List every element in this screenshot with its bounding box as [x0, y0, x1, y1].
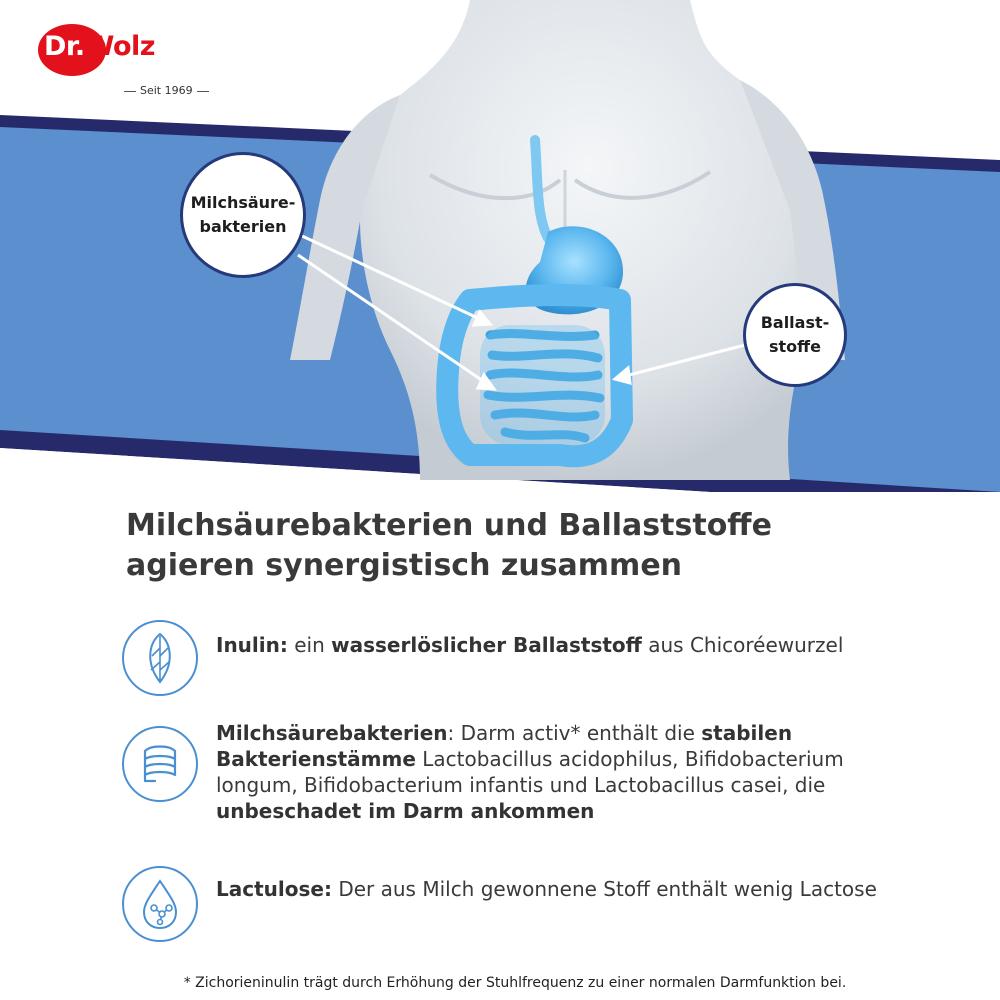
- feature-bacteria-text-1: : Darm activ* enthält die: [447, 721, 702, 745]
- feature-inulin-label: Inulin:: [216, 633, 288, 657]
- feature-bacteria-label: Milchsäurebakterien: [216, 721, 448, 745]
- page-title: [126, 506, 926, 586]
- page-title-line2: agieren synergistisch zusammen: [126, 548, 683, 583]
- feature-inulin-highlight: wasserlöslicher Ballaststoff: [331, 633, 642, 657]
- footnote: * Zichorieninulin trägt durch Erhöhung der Stuhlfrequenz zu einer normalen Darmfunktion bei.: [183, 975, 847, 991]
- callout-left-line1: Milchsäure-: [190, 193, 296, 212]
- logo-name: Wolz: [84, 31, 155, 62]
- feature-lactulose-text-1: Der aus Milch gewonnene Stoff enthält wenig Lactose: [331, 877, 877, 901]
- feature-inulin-text-1: ein: [287, 633, 332, 657]
- intestine-icon: [122, 726, 198, 802]
- feature-lactulose-label: Lactulose:: [216, 877, 332, 901]
- callout-right-line2: stoffe: [769, 337, 821, 356]
- page-title-line1: Milchsäurebakterien und Ballaststoffe: [126, 508, 772, 543]
- logo-prefix: Dr.: [44, 31, 85, 62]
- callout-dietary-fibre: [743, 283, 847, 387]
- feature-bacteria-highlight-2: unbeschadet im Darm ankommen: [216, 799, 595, 823]
- milk-drop-molecule-icon: [122, 866, 198, 942]
- brand-logo: [36, 22, 208, 97]
- feature-bacteria-text-2: Lactobacillus acidophilus, Bifidobacterium longum, Bifidobacterium infantis und Lactobacillus casei, die: [216, 747, 844, 797]
- feature-lactulose-text: [216, 876, 896, 902]
- logo-since: Seit 1969: [120, 84, 213, 97]
- logo-wordmark: [44, 31, 155, 62]
- feature-bacteria-highlight-1: stabilen Bakterienstämme: [216, 721, 793, 771]
- callout-lactic-acid-bacteria: [180, 152, 306, 278]
- chicory-root-icon: [122, 620, 198, 696]
- feature-inulin-text-2: aus Chicoréewurzel: [641, 633, 844, 657]
- callout-right-line1: Ballast-: [760, 313, 830, 332]
- feature-inulin-text: [216, 632, 896, 658]
- callout-left-line2: bakterien: [199, 217, 287, 236]
- feature-bacteria-text: [216, 720, 896, 824]
